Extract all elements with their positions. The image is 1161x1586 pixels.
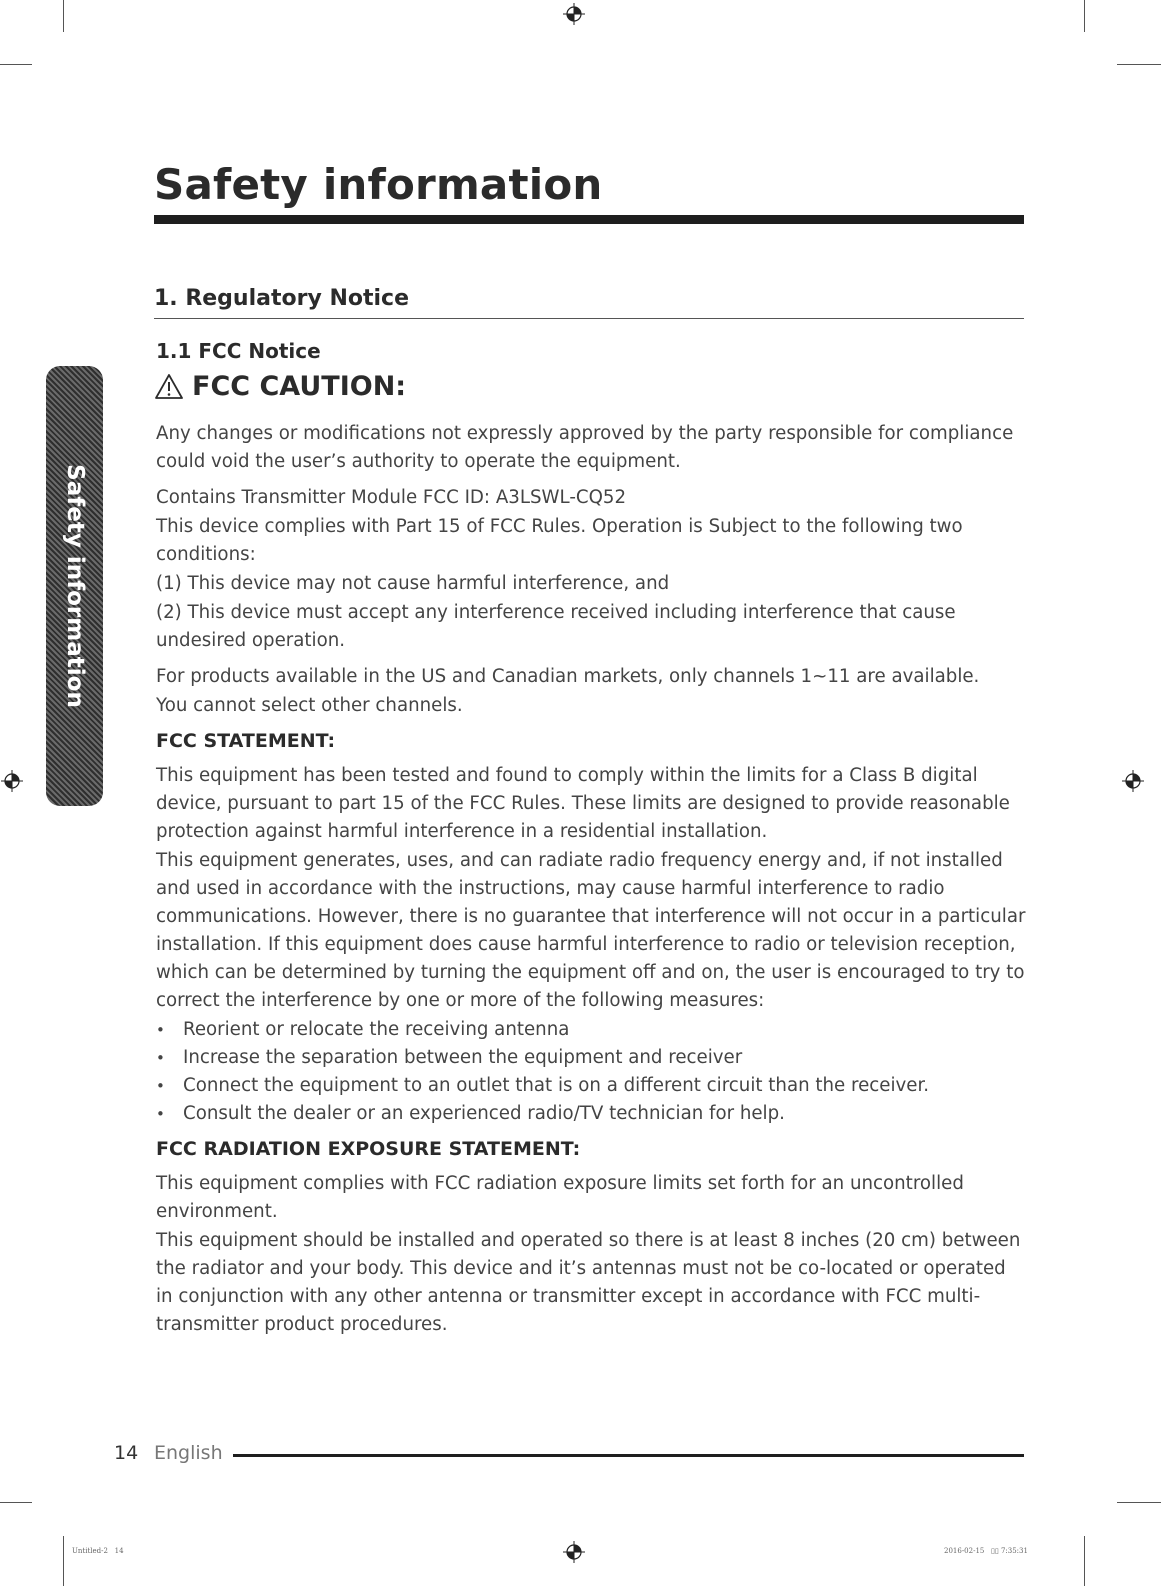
print-slug-file: Untitled-2 14 [72,1547,124,1555]
radiation-paragraph: This equipment complies with FCC radiation exposure limits set forth for an uncontrolled environment. [156,1173,964,1222]
measures-list [156,1016,1026,1128]
side-tab-label: Safety information [61,464,88,708]
crop-mark [1084,1536,1085,1586]
transmitter-line: Contains Transmitter Module FCC ID: A3LSWL-CQ52 [156,487,627,508]
footer-rule [233,1454,1024,1457]
crop-mark [1084,0,1085,32]
registration-mark-icon [1122,770,1144,792]
statement-heading: FCC STATEMENT: [156,730,336,752]
side-tab [46,366,103,806]
list-item: • Increase the separation between the equipment and receiver [156,1044,1026,1072]
print-slug-stamp: 2016-02-15 ▯▯ 7:35:31 [944,1547,1028,1555]
statement-paragraph: This equipment has been tested and found to comply within the limits for a Class B digital device, pursuant to part 15 of the FCC Rules. These limits are designed to provide reasonable protection against harmful interference in a residential installation. [156,765,1010,842]
title-rule [154,215,1024,224]
channels-line-1: For products available in the US and Canadian markets, only channels 1~11 are available. [156,666,980,687]
page-number: 14 [114,1442,139,1464]
crop-mark [1117,1502,1161,1503]
footer-language: English [154,1442,223,1464]
caution-heading [154,371,406,402]
crop-mark [1117,64,1161,65]
section-heading: 1. Regulatory Notice [154,286,410,311]
list-item: • Consult the dealer or an experienced radio/TV technician for help. [156,1100,1026,1128]
condition-2: (2) This device must accept any interference received including interference that cause undesired operation. [156,602,956,651]
part15-line: This device complies with Part 15 of FCC Rules. Operation is Subject to the following two conditions: [156,516,963,565]
channels-line-2: You cannot select other channels. [156,695,463,716]
radiation-paragraph: This equipment should be installed and operated so there is at least 8 inches (20 cm) between the radiator and your body. This device and it’s antennas must not be co-located or operated in conjunction with any other antenna or transmitter except in accordance with FCC multi-transmitter product procedures. [156,1230,1021,1335]
section-rule [154,318,1024,319]
statement-paragraph: This equipment generates, uses, and can radiate radio frequency energy and, if not installed and used in accordance with the instructions, may cause harmful interference to radio communications. However, there is no guarantee that interference will not occur in a particular installation. If this equipment does cause harmful interference to radio or television reception, which can be determined by turning the equipment off and on, the user is encouraged to try to correct the interference by one or more of the following measures: [156,850,1026,1011]
radiation-heading: FCC RADIATION EXPOSURE STATEMENT: [156,1138,581,1160]
caution-title: FCC CAUTION: [192,371,407,402]
body-content [156,420,1026,1340]
list-item: • Connect the equipment to an outlet that is on a different circuit than the receiver. [156,1072,1026,1100]
condition-1: (1) This device may not cause harmful interference, and [156,573,670,594]
warning-triangle-icon [154,373,184,400]
registration-mark-icon [1,770,23,792]
crop-mark [63,0,64,32]
registration-mark-icon [563,3,585,25]
subsection-heading: 1.1 FCC Notice [156,339,321,363]
page-title: Safety information [154,160,603,209]
registration-mark-icon [563,1541,585,1563]
crop-mark [0,1502,32,1503]
list-item: • Reorient or relocate the receiving antenna [156,1016,1026,1044]
crop-mark [63,1536,64,1586]
caution-body: Any changes or modifications not expressly approved by the party responsible for compliance could void the user’s authority to operate the equipment. [156,423,1014,472]
crop-mark [0,64,32,65]
